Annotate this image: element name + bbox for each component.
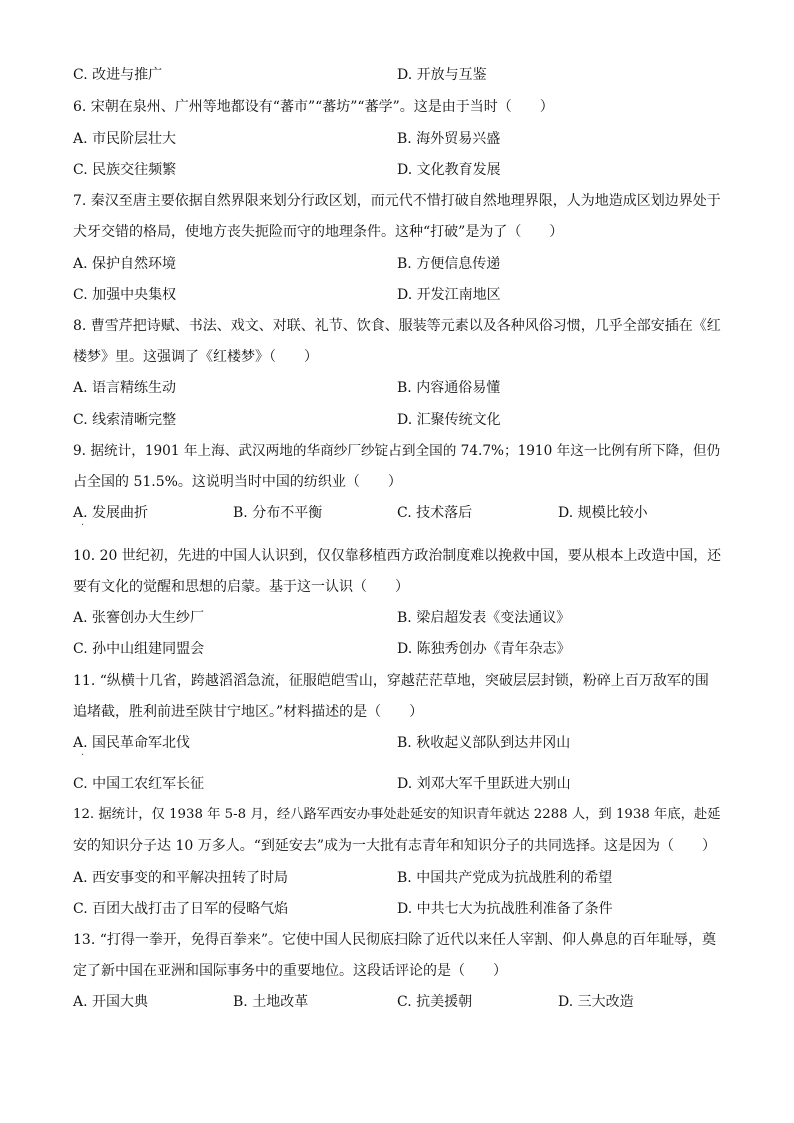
scan-dot: · — [81, 520, 85, 531]
q13-stem-line2: 定了新中国在亚洲和国际事务中的重要地位。这段话评论的是（ ） — [73, 963, 507, 979]
q7-option-b: B. 方便信息传递 — [397, 256, 501, 272]
q9-stem-line2: 占全国的 51.5%。这说明当时中国的纺织业（ ） — [73, 474, 402, 490]
q13-option-b: B. 土地改革 — [233, 994, 309, 1010]
q10-option-d: D. 陈独秀创办《青年杂志》 — [397, 641, 571, 657]
q7-option-a: A. 保护自然环境 — [73, 256, 177, 272]
scan-dot: · — [81, 750, 85, 761]
q13-option-d: D. 三大改造 — [558, 994, 634, 1010]
q10-stem-line2: 要有文化的觉醒和思想的启蒙。基于这一认识（ ） — [73, 579, 409, 595]
q5-option-d: D. 开放与互鉴 — [397, 67, 487, 83]
q13-option-a: A. 开国大典 — [73, 994, 149, 1010]
q7-stem-line2: 犬牙交错的格局，使地方丧失扼险而守的地理条件。这种“打破”是为了（ ） — [73, 224, 564, 240]
q11-option-a: A. 国民革命军北伐 — [73, 735, 191, 751]
q6-option-c: C. 民族交往频繁 — [73, 162, 177, 178]
q8-option-b: B. 内容通俗易懂 — [397, 380, 501, 396]
q11-option-d: D. 刘邓大军千里跃进大别山 — [397, 776, 571, 792]
q10-option-a: A. 张謇创办大生纱厂 — [73, 610, 205, 626]
q8-option-c: C. 线索清晰完整 — [73, 412, 177, 428]
q6-stem: 6. 宋朝在泉州、广州等地都设有“蕃市”“蕃坊”“蕃学”。这是由于当时（ ） — [73, 99, 554, 115]
q12-stem-line1: 12. 据统计，仅 1938 年 5-8 月，经八路军西安办事处赴延安的知识青年就达 2288 人，到 1938 年底，赴延 — [73, 807, 721, 822]
q11-stem-line1: 11. “纵横十几省，跨越滔滔急流，征服皑皑雪山，穿越茫茫草地，突破层层封锁，粉碎上百万敌军的围 — [73, 673, 709, 689]
q7-option-c: C. 加强中央集权 — [73, 287, 177, 303]
q12-option-a: A. 西安事变的和平解决扭转了时局 — [73, 870, 289, 886]
q7-option-d: D. 开发江南地区 — [397, 287, 501, 303]
q6-option-a: A. 市民阶层壮大 — [73, 131, 177, 147]
q9-option-d: D. 规模比较小 — [558, 505, 648, 521]
q6-option-b: B. 海外贸易兴盛 — [397, 131, 501, 147]
q6-option-d: D. 文化教育发展 — [397, 162, 501, 178]
q12-option-d: D. 中共七大为抗战胜利准备了条件 — [397, 901, 613, 917]
q8-option-a: A. 语言精练生动 — [73, 380, 177, 396]
q8-option-d: D. 汇聚传统文化 — [397, 412, 501, 428]
q12-option-b: B. 中国共产党成为抗战胜利的希望 — [397, 870, 613, 886]
q10-option-b: B. 梁启超发表《变法通议》 — [397, 610, 571, 626]
q10-option-c: C. 孙中山组建同盟会 — [73, 641, 205, 657]
q8-stem-line1: 8. 曹雪芹把诗赋、书法、戏文、对联、礼节、饮食、服装等元素以及各种风俗习惯，几乎全部安插在《红 — [73, 318, 721, 334]
q9-option-b: B. 分布不平衡 — [233, 505, 323, 521]
q13-stem-line1: 13. “打得一拳开，免得百拳来”。它使中国人民彻底扫除了近代以来任人宰割、仰人鼻息的百年耻辱，奠 — [73, 932, 717, 948]
q13-option-c: C. 抗美援朝 — [397, 994, 473, 1010]
q9-option-a: A. 发展曲折 — [73, 505, 149, 521]
q12-option-c: C. 百团大战打击了日军的侵略气焰 — [73, 901, 289, 917]
q11-stem-line2: 追堵截，胜利前进至陕甘宁地区。”材料描述的是（ ） — [73, 704, 424, 720]
q11-option-b: B. 秋收起义部队到达井冈山 — [397, 735, 571, 751]
q8-stem-line2: 楼梦》里。这强调了《红楼梦》（ ） — [73, 349, 318, 365]
q5-option-c: C. 改进与推广 — [73, 67, 163, 83]
q7-stem-line1: 7. 秦汉至唐主要依据自然界限来划分行政区划，而元代不惜打破自然地理界限，人为地造成区划边界处于 — [73, 193, 721, 209]
q10-stem-line1: 10. 20 世纪初，先进的中国人认识到，仅仅靠移植西方政治制度难以挽救中国，要从根本上改造中国，还 — [73, 548, 722, 564]
q9-option-c: C. 技术落后 — [397, 505, 473, 521]
q12-stem-line2: 安的知识分子达 10 万多人。“到延安去”成为一大批有志青年和知识分子的共同选择。这是因为（ ） — [73, 838, 717, 854]
q11-option-c: C. 中国工农红军长征 — [73, 776, 205, 792]
q9-stem-line1: 9. 据统计，1901 年上海、武汉两地的华商纱厂纱锭占到全国的 74.7%；1910 年这一比例有所下降，但仍 — [73, 443, 721, 459]
